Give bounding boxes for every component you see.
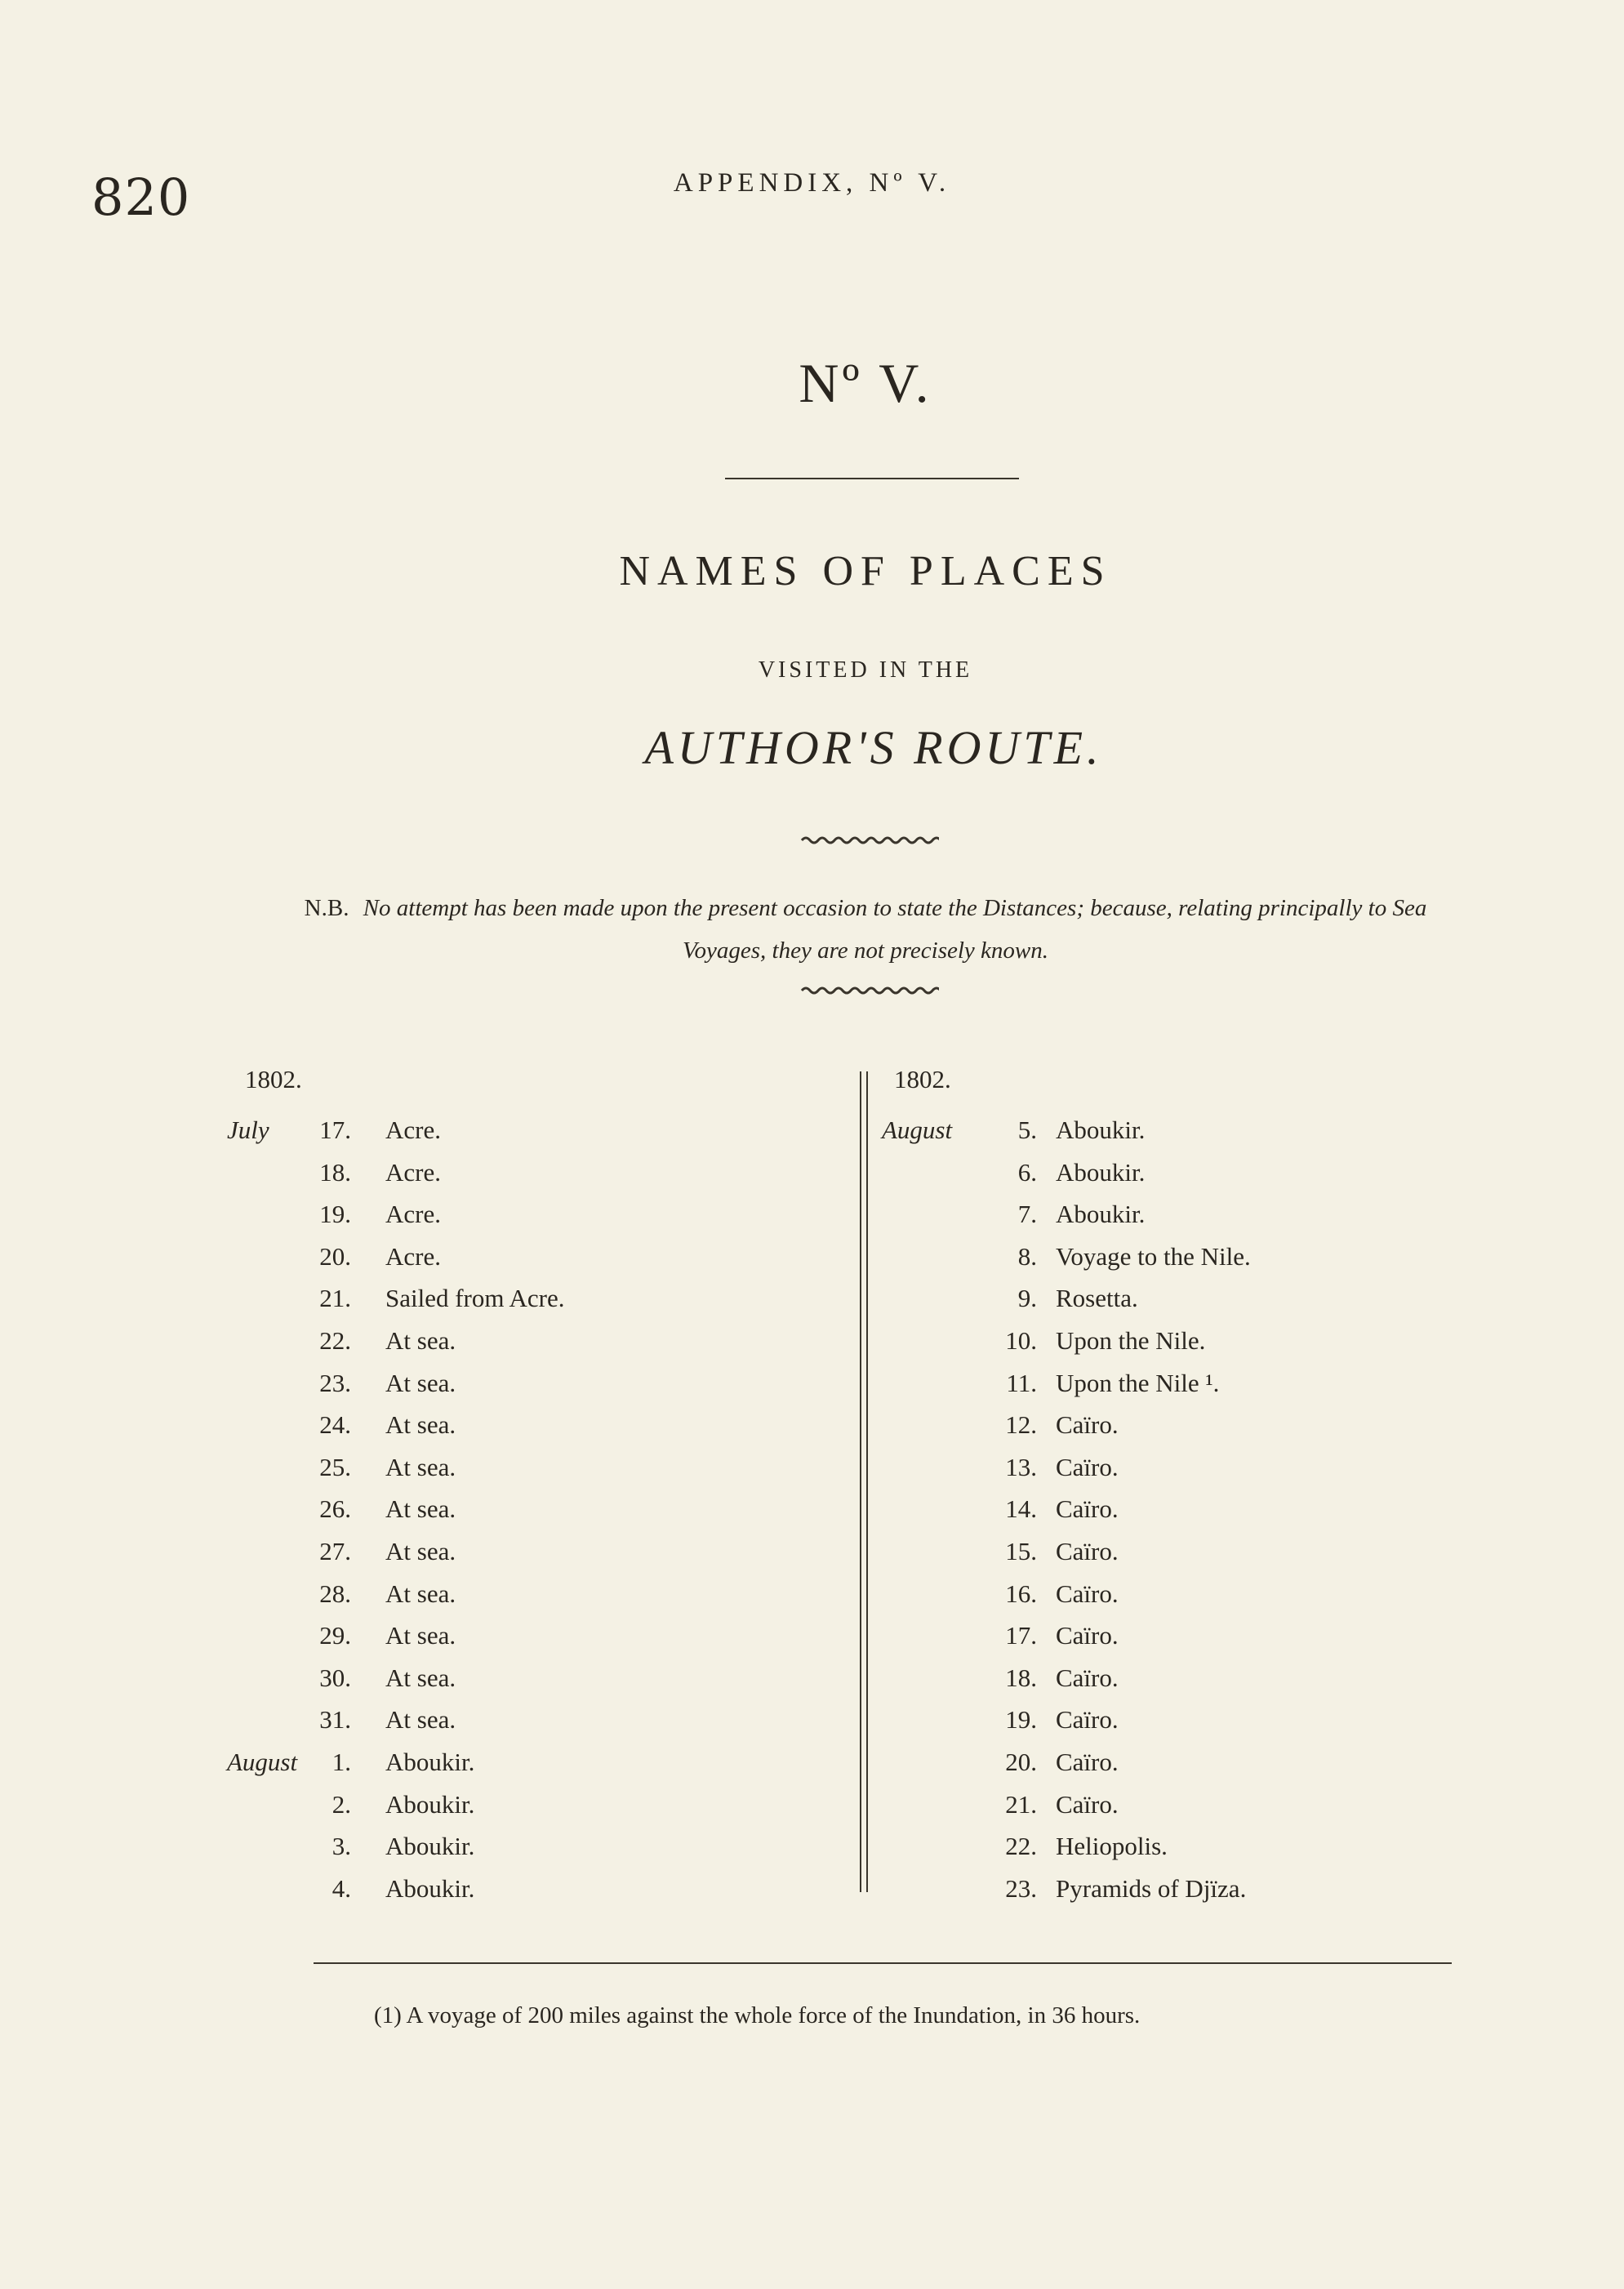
itinerary-row (0, 1109, 1551, 1151)
row-day: 21. (319, 1284, 351, 1313)
row-place: Aboukir. (385, 1832, 475, 1861)
row-day: 25. (319, 1452, 351, 1481)
row-month: August (882, 1116, 953, 1144)
itinerary-row (0, 1825, 1551, 1868)
itinerary-row (0, 1320, 1551, 1362)
itinerary-row (0, 1784, 1551, 1826)
itinerary-row (0, 1151, 1551, 1194)
row-place: Caïro. (1056, 1452, 1119, 1481)
row-place: Upon the Nile. (1056, 1326, 1206, 1355)
row-place: Caïro. (1056, 1705, 1119, 1735)
row-day: 24. (319, 1410, 351, 1440)
row-place: Caïro. (1056, 1663, 1119, 1692)
row-place: Sailed from Acre. (385, 1284, 565, 1313)
ornament-divider (800, 835, 939, 846)
row-place: Aboukir. (1056, 1116, 1146, 1144)
itinerary-row (0, 1699, 1551, 1741)
row-day: 8. (1017, 1241, 1037, 1271)
row-day: 5. (1017, 1116, 1037, 1144)
row-place: Upon the Nile ¹. (1056, 1368, 1220, 1397)
itinerary-row (0, 1868, 1551, 1910)
itinerary-row (0, 1530, 1551, 1573)
note-text: No attempt has been made upon the present occasion to state the Distances; because, relating principally to Sea Voyages, they are not precisely known. (363, 895, 1427, 964)
row-day: 28. (319, 1579, 351, 1608)
itinerary-row (0, 1446, 1551, 1489)
row-day: 22. (1005, 1832, 1037, 1861)
row-day: 6. (1017, 1157, 1037, 1187)
footnote: (1) A voyage of 200 miles against the whole force of the Inundation, in 36 hours. (374, 2002, 1141, 2028)
page-subtitle: VISITED IN THE (758, 657, 973, 683)
row-day: 17. (1005, 1621, 1037, 1650)
row-place: Heliopolis. (1056, 1832, 1168, 1861)
route-title: AUTHOR'S ROUTE. (644, 721, 1103, 774)
title-rule (725, 478, 1019, 479)
row-place: Aboukir. (385, 1748, 475, 1776)
row-day: 11. (1006, 1368, 1037, 1397)
row-place: At sea. (385, 1410, 456, 1440)
itinerary-row (0, 1362, 1551, 1405)
row-day: 15. (1005, 1537, 1037, 1565)
row-day: 22. (319, 1326, 351, 1355)
row-day: 29. (319, 1621, 351, 1650)
page-title: NAMES OF PLACES (619, 548, 1112, 595)
row-day: 31. (319, 1705, 351, 1735)
row-place: At sea. (385, 1452, 456, 1481)
row-place: Aboukir. (385, 1873, 475, 1903)
itinerary-row (0, 1488, 1551, 1530)
row-day: 19. (319, 1200, 351, 1229)
row-place: Pyramids of Djïza. (1056, 1873, 1247, 1903)
note-label: N.B. (304, 895, 349, 921)
row-month: July (227, 1116, 269, 1144)
row-place: Caïro. (1056, 1789, 1119, 1819)
row-place: Caïro. (1056, 1537, 1119, 1565)
row-day: 12. (1005, 1410, 1037, 1440)
row-place: Acre. (385, 1157, 441, 1187)
itinerary-row (0, 1404, 1551, 1446)
row-day: 9. (1017, 1284, 1037, 1313)
row-day: 20. (1005, 1748, 1037, 1776)
row-place: Caïro. (1056, 1748, 1119, 1776)
row-day: 7. (1017, 1200, 1037, 1229)
row-day: 20. (319, 1241, 351, 1271)
row-day: 10. (1005, 1326, 1037, 1355)
row-day: 30. (319, 1663, 351, 1692)
footnote-rule (314, 1962, 1452, 1964)
itinerary-row (0, 1614, 1551, 1657)
row-place: At sea. (385, 1579, 456, 1608)
row-day: 26. (319, 1494, 351, 1524)
row-place: Rosetta. (1056, 1284, 1138, 1313)
row-day: 17. (319, 1116, 351, 1144)
row-day: 27. (319, 1537, 351, 1565)
ornament-divider (800, 985, 939, 996)
year-heading: 1802. (245, 1065, 302, 1093)
row-place: Caïro. (1056, 1410, 1119, 1440)
row-day: 16. (1005, 1579, 1037, 1608)
row-day: 3. (331, 1832, 351, 1861)
row-place: At sea. (385, 1663, 456, 1692)
note-paragraph (269, 887, 1462, 972)
row-place: Aboukir. (1056, 1200, 1146, 1229)
page-number: 820 (91, 167, 191, 227)
row-month: August (227, 1748, 298, 1776)
row-place: At sea. (385, 1537, 456, 1565)
row-day: 13. (1005, 1452, 1037, 1481)
row-day: 18. (1005, 1663, 1037, 1692)
row-place: Caïro. (1056, 1621, 1119, 1650)
row-day: 4. (331, 1873, 351, 1903)
row-place: At sea. (385, 1621, 456, 1650)
row-place: At sea. (385, 1368, 456, 1397)
row-place: Aboukir. (385, 1789, 475, 1819)
row-place: At sea. (385, 1494, 456, 1524)
running-head: APPENDIX, Nº V. (673, 168, 951, 198)
row-place: At sea. (385, 1326, 456, 1355)
row-day: 21. (1005, 1789, 1037, 1819)
row-place: At sea. (385, 1705, 456, 1735)
row-place: Acre. (385, 1116, 441, 1144)
itinerary-row (0, 1657, 1551, 1699)
row-place: Acre. (385, 1200, 441, 1229)
row-place: Acre. (385, 1241, 441, 1271)
row-day: 23. (319, 1368, 351, 1397)
itinerary-row (0, 1741, 1551, 1784)
row-day: 14. (1005, 1494, 1037, 1524)
row-day: 19. (1005, 1705, 1037, 1735)
row-place: Caïro. (1056, 1579, 1119, 1608)
row-day: 2. (331, 1789, 351, 1819)
row-day: 1. (331, 1748, 351, 1776)
row-place: Voyage to the Nile. (1056, 1241, 1251, 1271)
row-day: 23. (1005, 1873, 1037, 1903)
itinerary-row (0, 1277, 1551, 1320)
section-number: Nº V. (799, 352, 932, 414)
itinerary-row (0, 1193, 1551, 1236)
row-day: 18. (319, 1157, 351, 1187)
itinerary-row (0, 1573, 1551, 1615)
row-place: Aboukir. (1056, 1157, 1146, 1187)
row-place: Caïro. (1056, 1494, 1119, 1524)
itinerary-row (0, 1236, 1551, 1278)
year-heading: 1802. (894, 1065, 951, 1093)
